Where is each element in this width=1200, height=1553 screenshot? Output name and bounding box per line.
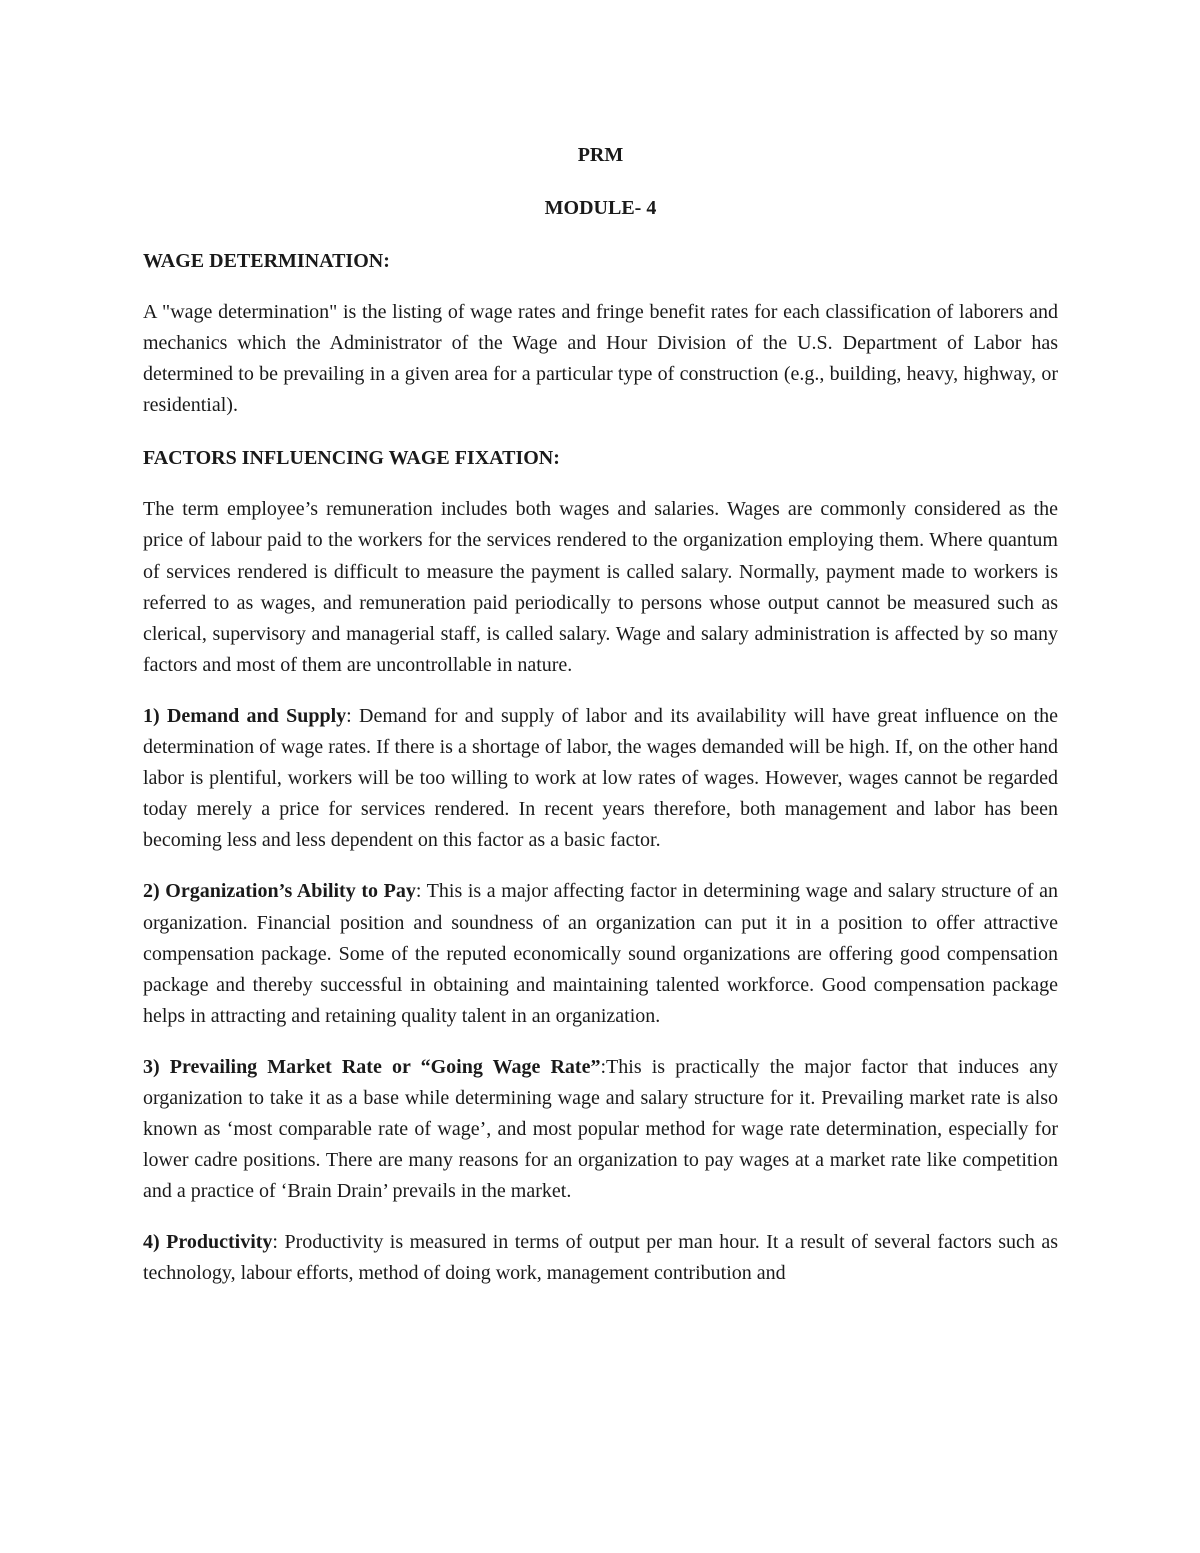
factors-heading: FACTORS INFLUENCING WAGE FIXATION: bbox=[143, 447, 560, 470]
factor-separator: : bbox=[272, 1231, 285, 1254]
wage-determination-heading: WAGE DETERMINATION: bbox=[143, 250, 390, 272]
wage-determination-paragraph: A "wage determination" is the listing of wage rates and fringe benefit rates for each classification of laborers and mechanics which the Administrator of the Wage and Hour Division of the U.S. Department of Labor has determined to be prevailing in a given area for a particular type of construction (e.g., building, heavy, highway, or residential). bbox=[143, 301, 1058, 417]
module-heading: MODULE- 4 bbox=[544, 197, 657, 219]
factor-separator: : bbox=[346, 704, 360, 727]
factor-separator: : bbox=[415, 880, 427, 903]
factor-text: This is a major affecting factor in determining wage and salary structure of an organization. Financial position and soundness of an organization can put it in a position to offer attractive compensation package. Some of the reputed economically sound organizations are offering good compensation package and thereby successful in obtaining and maintaining talented workforce. Good compensation package helps in attracting and retaining quality talent in an organization. bbox=[143, 880, 1058, 1027]
factor-label: 2) Organization’s Ability to Pay bbox=[143, 880, 416, 903]
factor-text: This is practically the major factor that induces any organization to take it as a base while determining wage and salary structure for it. Prevailing market rate is also known as ‘most comparable rate of wage’, and most popular method for wage rate determination, especially for lower cadre positions. There are many reasons for an organization to pay wages at a market rate like competition and a practice of ‘Brain Drain’ prevails in the market. bbox=[143, 1055, 1059, 1203]
factor-label: 3) Prevailing Market Rate or “Going Wage Rate” bbox=[143, 1055, 601, 1078]
factor-paragraph-market-rate bbox=[143, 1052, 1058, 1207]
factor-label: 4) Productivity bbox=[143, 1231, 273, 1254]
factors-intro-paragraph: The term employee’s remuneration includes both wages and salaries. Wages are commonly considered as the price of labour paid to the workers for the services rendered to the organization employing them. Where quantum of services rendered is difficult to measure the payment is called salary. Normally, payment made to workers is referred to as wages, and remuneration paid periodically to persons whose output cannot be measured such as clerical, supervisory and managerial staff, is called salary. Wage and salary administration is affected by so many factors and most of them are uncontrollable in nature. bbox=[143, 498, 1058, 676]
factor-text: Demand for and supply of labor and its availability will have great influence on the determination of wage rates. If there is a shortage of labor, the wages demanded will be high. If, on the other hand labor is plentiful, workers will be too willing to work at low rates of wages. However, wages cannot be regarded today merely a price for services rendered. In recent years therefore, both management and labor has been becoming less and less dependent on this factor as a basic factor. bbox=[143, 704, 1059, 852]
factor-paragraph-productivity bbox=[143, 1227, 1058, 1289]
document-body bbox=[143, 140, 1058, 1290]
factor-label: 1) Demand and Supply bbox=[143, 704, 347, 727]
document-title: PRM bbox=[577, 144, 624, 166]
factor-paragraph-ability-to-pay bbox=[143, 876, 1058, 1031]
factor-text: Productivity is measured in terms of output per man hour. It a result of several factors such as technology, labour efforts, method of doing work, management contribution and bbox=[143, 1231, 1059, 1285]
factor-separator: : bbox=[600, 1055, 607, 1078]
factor-paragraph-demand-supply bbox=[143, 701, 1058, 856]
